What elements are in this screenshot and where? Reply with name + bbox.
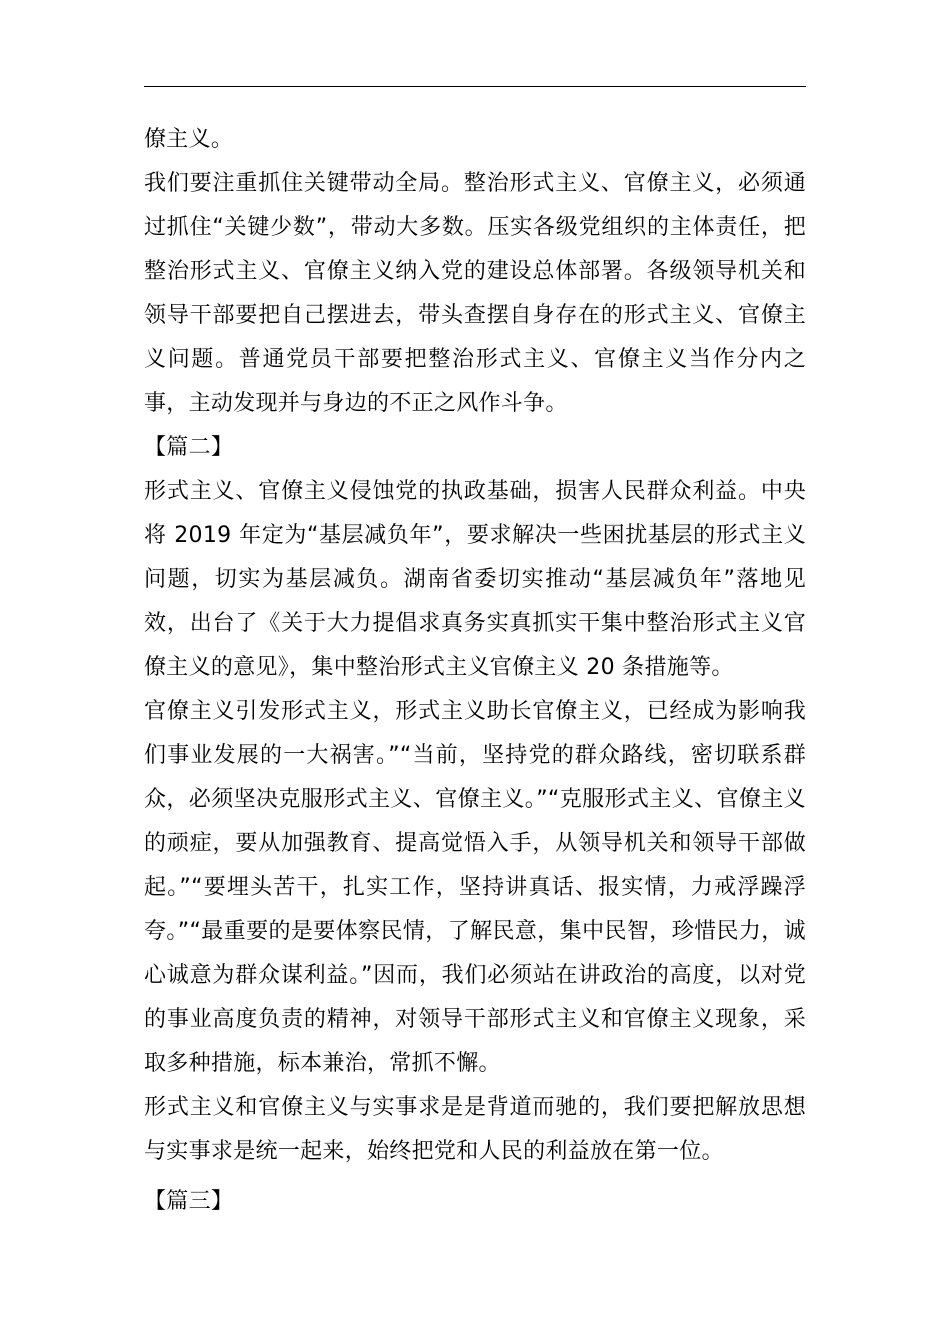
section-heading-3: 【篇三】 bbox=[144, 1189, 234, 1214]
header-rule bbox=[144, 86, 806, 87]
paragraph-key-minority: 我们要注重抓住关键带动全局。整治形式主义、官僚主义，必须通过抓住“关键少数”，带动大多数。压实各级党组织的主体责任，把整治形式主义、官僚主义纳入党的建设总体部署。各级领导机关和领导干部要把自己摆进去，带头查摆自身存在的形式主义、官僚主义问题。普通党员干部要把整治形式主义、官僚主义当作分内之事，主动发现并与身边的不正之风作斗争。 bbox=[144, 171, 806, 416]
paragraph-continuation: 僚主义。 bbox=[144, 127, 234, 152]
paragraph-quotes: 官僚主义引发形式主义，形式主义助长官僚主义，已经成为影响我们事业发展的一大祸害。”“当前，坚持党的群众路线，密切联系群众，必须坚决克服形式主义、官僚主义。”“克服形式主义、官僚主义的顽症，要从加强教育、提高觉悟入手，从领导机关和领导干部做起。”“要埋头苦干，扎实工作，坚持讲真话、报实情，力戒浮躁浮夸。”“最重要的是要体察民情，了解民意，集中民智，珍惜民力，诚心诚意为群众谋利益。”因而，我们必须站在讲政治的高度，以对党的事业高度负责的精神，对领导干部形式主义和官僚主义现象，采取多种措施，标本兼治，常抓不懈。 bbox=[144, 699, 806, 1076]
section-heading-2: 【篇二】 bbox=[144, 435, 234, 460]
paragraph-burden-reduction: 形式主义、官僚主义侵蚀党的执政基础，损害人民群众利益。中央将 2019 年定为“基层减负年”，要求解决一些困扰基层的形式主义问题，切实为基层减负。湖南省委切实推动“基层减负年”落地见效，出台了《关于大力提倡求真务实真抓实干集中整治形式主义官僚主义的意见》，集中整治形式主义官僚主义 20 条措施等。 bbox=[144, 479, 806, 680]
paragraph-seek-truth: 形式主义和官僚主义与实事求是是背道而驰的，我们要把解放思想与实事求是统一起来，始终把党和人民的利益放在第一位。 bbox=[144, 1095, 806, 1164]
document-body bbox=[144, 118, 806, 1224]
